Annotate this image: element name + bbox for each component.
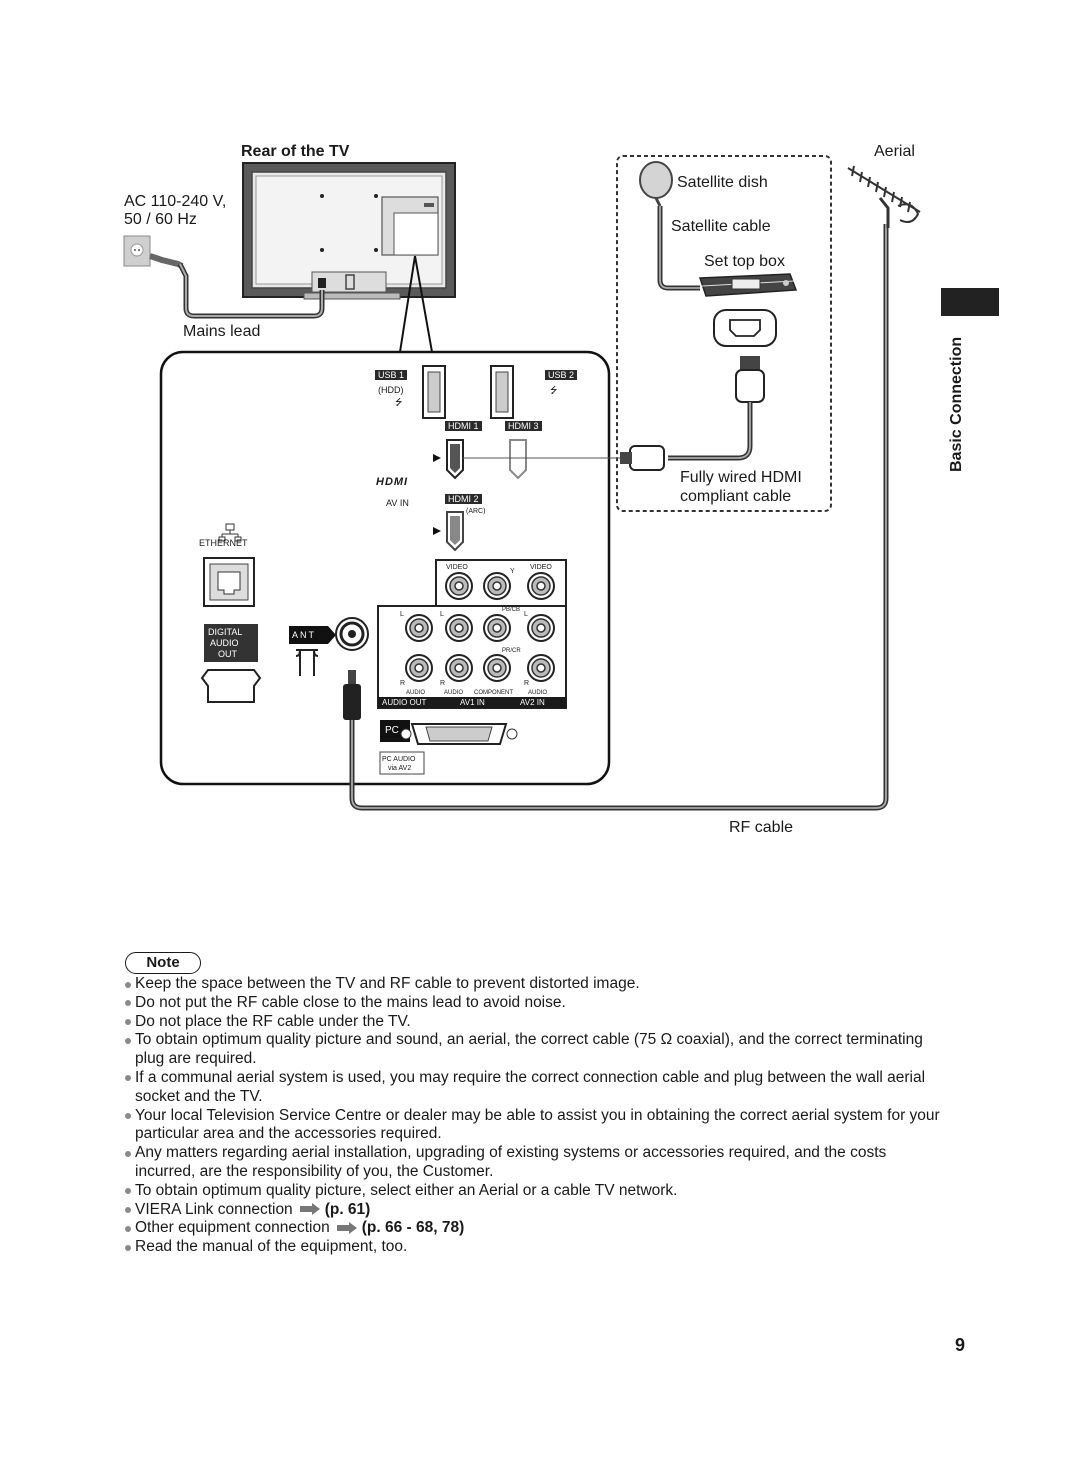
other-equipment-text: Other equipment connection xyxy=(135,1219,330,1237)
hdmi3-label: HDMI 3 xyxy=(505,421,542,431)
note-badge: Note xyxy=(125,952,201,974)
digital-audio-out-label-2: AUDIO xyxy=(210,638,239,648)
viera-link-page-ref[interactable]: (p. 61) xyxy=(324,1200,371,1218)
ethernet-label: ETHERNET xyxy=(199,538,248,548)
hdmi-cable xyxy=(668,402,750,458)
ac-voltage-label: AC 110-240 V, xyxy=(124,193,227,210)
usb2-label: USB 2 xyxy=(545,370,577,380)
right-arrow-icon xyxy=(299,1203,321,1215)
rca-jack xyxy=(537,582,545,590)
note-item-viera-link xyxy=(124,1201,944,1220)
aerial-label: Aerial xyxy=(874,143,915,160)
component-label: COMPONENT xyxy=(474,690,513,696)
note-item: Any matters regarding aerial installation, upgrading of existing systems or accessories required, and the costs incurred, are the responsibility of you, the Customer. xyxy=(124,1144,944,1182)
l-label: L xyxy=(400,611,404,618)
usb-icon: ⭍ xyxy=(550,385,558,395)
usb1-label: USB 1 xyxy=(375,370,407,380)
hdmi-logo: HDMI xyxy=(376,476,409,488)
rca-jack xyxy=(455,664,463,672)
y-label: Y xyxy=(510,568,515,575)
hdmi-cable-label-line2: compliant cable xyxy=(680,488,792,505)
r-label: R xyxy=(400,680,406,687)
set-top-box-label: Set top box xyxy=(704,253,785,270)
hdmi-cable-label-line1: Fully wired HDMI xyxy=(680,469,802,486)
audio-label: AUDIO xyxy=(406,690,426,696)
note-list xyxy=(124,975,944,1257)
note-item: Do not place the RF cable under the TV. xyxy=(124,1013,944,1032)
usb-icon: ⭍ xyxy=(395,397,403,407)
pr-cr-label: PR/CR xyxy=(502,648,521,654)
note-item: To obtain optimum quality picture, select either an Aerial or a cable TV network. xyxy=(124,1182,944,1201)
page-number: 9 xyxy=(955,1335,966,1355)
right-arrow-icon xyxy=(336,1222,358,1234)
video-right-label: VIDEO xyxy=(530,564,552,571)
note-item: Keep the space between the TV and RF cable to prevent distorted image. xyxy=(124,975,944,994)
tv-rear-illustration xyxy=(243,163,455,299)
rf-cable-label: RF cable xyxy=(729,819,794,836)
r-label: R xyxy=(440,680,446,687)
satellite-cable-label: Satellite cable xyxy=(671,218,771,235)
wall-socket-illustration xyxy=(124,236,182,266)
av1-in-label: AV1 IN xyxy=(460,698,485,707)
note-item-other-equipment xyxy=(124,1219,944,1238)
rca-jack xyxy=(493,624,501,632)
note-item: Your local Television Service Centre or dealer may be able to assist you in obtaining the correct aerial system for your particular area and the accessories required. xyxy=(124,1107,944,1145)
rca-jack xyxy=(455,624,463,632)
l-label: L xyxy=(524,611,528,618)
rca-jack xyxy=(493,582,501,590)
usb1-hdd-label: (HDD) xyxy=(378,385,404,395)
digital-audio-out-label-1: DIGITAL xyxy=(208,627,243,637)
set-top-box-illustration xyxy=(700,274,796,296)
other-equipment-page-ref[interactable]: (p. 66 - 68, 78) xyxy=(361,1219,465,1237)
hdmi2-label: HDMI 2 xyxy=(445,494,482,504)
mains-lead-label: Mains lead xyxy=(183,323,261,340)
note-item: To obtain optimum quality picture and sound, an aerial, the correct cable (75 Ω coaxial), and the correct terminating plug are required. xyxy=(124,1031,944,1069)
pc-audio-label-2: via AV2 xyxy=(388,765,412,772)
section-tab-label: Basic Connection xyxy=(948,336,965,472)
hdmi1-label: HDMI 1 xyxy=(445,421,482,431)
rear-of-tv-title: Rear of the TV xyxy=(241,143,350,160)
pc-label: PC xyxy=(385,725,399,736)
ant-label: ANT xyxy=(292,630,316,640)
pb-cb-label: PB/CB xyxy=(502,607,521,613)
audio-label: AUDIO xyxy=(444,690,464,696)
note-item: If a communal aerial system is used, you may require the correct connection cable and plug between the wall aerial socket and the TV. xyxy=(124,1069,944,1107)
av2-in-label: AV2 IN xyxy=(520,698,545,707)
rca-jack xyxy=(415,624,423,632)
rca-jack xyxy=(455,582,463,590)
rca-jack xyxy=(537,624,545,632)
rca-jack xyxy=(537,664,545,672)
arc-label: (ARC) xyxy=(466,508,486,515)
satellite-dish-label: Satellite dish xyxy=(677,174,768,191)
note-item: Read the manual of the equipment, too. xyxy=(124,1238,944,1257)
viera-link-text: VIERA Link connection xyxy=(135,1200,293,1218)
rca-jack xyxy=(415,664,423,672)
satellite-dish-icon xyxy=(640,162,672,206)
audio-label: AUDIO xyxy=(528,690,548,696)
rca-jack xyxy=(493,664,501,672)
section-tab-marker xyxy=(941,288,999,316)
l-label: L xyxy=(440,611,444,618)
av-in-label: AV IN xyxy=(386,498,409,508)
video-left-label: VIDEO xyxy=(446,564,468,571)
digital-audio-out-label-3: OUT xyxy=(218,649,237,659)
r-label: R xyxy=(524,680,530,687)
ac-frequency-label: 50 / 60 Hz xyxy=(124,211,197,228)
audio-out-label: AUDIO OUT xyxy=(382,698,427,707)
pc-audio-label-1: PC AUDIO xyxy=(382,756,416,763)
note-item: Do not put the RF cable close to the mains lead to avoid noise. xyxy=(124,994,944,1013)
aerial-illustration xyxy=(848,166,920,228)
